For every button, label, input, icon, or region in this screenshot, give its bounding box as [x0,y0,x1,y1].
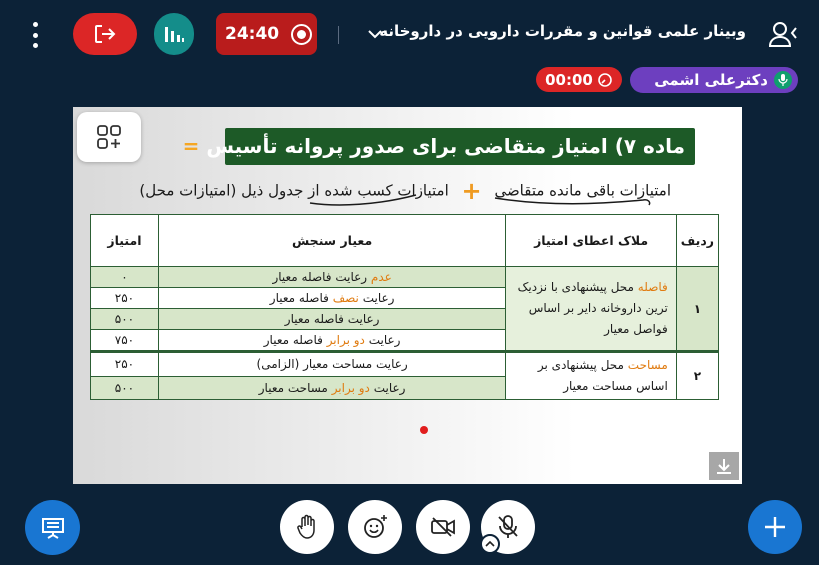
download-button[interactable] [709,452,739,480]
basis-text: محل پیشنهادی با نزدیک ترین داروخانه دایر بر اساس فواصل معیار [517,280,668,336]
plus-icon [763,515,787,539]
basis-cell [506,267,676,352]
recording-time: 24:40 [225,24,280,44]
criterion-prefix: رعایت [373,380,406,395]
emoji-icon [362,514,388,540]
row-number: ۲ [676,352,718,400]
slide-title [182,128,695,165]
plus-icon: + [461,177,482,205]
dot-icon [33,33,38,38]
recording-button[interactable] [216,13,317,55]
chevron-up-icon [485,540,495,548]
statistics-button[interactable] [154,13,194,55]
actions-button[interactable] [748,500,802,554]
score-cell: ۵۰۰ [91,309,159,330]
score-table [90,214,719,400]
presentation-icon [40,515,66,541]
criterion-text: فاصله معیار [263,333,323,347]
more-options-button[interactable] [24,22,46,48]
criterion-highlight: عدم [370,270,392,284]
criterion-prefix: رعایت [362,291,395,305]
criterion-cell [158,309,505,330]
criterion-text: رعایت مساحت معیار (الزامی) [256,357,408,372]
formula-left: امتیازات باقی مانده متقاضی [494,181,671,200]
score-cell: ۵۰۰ [91,376,159,399]
apps-button[interactable] [77,112,141,162]
table-header: ردیف [676,215,718,267]
criterion-prefix: رعایت [368,333,401,347]
criterion-highlight: دو برابر [326,333,365,347]
talk-timer: 00:00 [545,70,593,89]
table-row [91,352,719,377]
camera-toggle-button[interactable] [416,500,470,554]
meeting-title[interactable]: وبینار علمی قوانین و مقررات دارویی در داروخانه [379,22,746,40]
slide-title-symbol: = [182,134,200,158]
basis-highlight: فاصله [637,280,668,294]
user-list-icon[interactable] [768,20,798,48]
criterion-text: مساحت معیار [258,380,328,395]
score-cell: ۲۵۰ [91,352,159,377]
audio-settings-button[interactable] [480,534,500,554]
criterion-cell [158,330,505,352]
dot-icon [33,22,38,27]
table-header: ملاک اعطای امتیاز [506,215,676,267]
record-icon [291,24,312,45]
presenter-name: دکترعلی اشمی [654,71,768,89]
reactions-button[interactable] [348,500,402,554]
basis-text: محل پیشنهادی بر اساس مساحت معیار [537,358,668,393]
raise-hand-icon [295,514,319,540]
talk-timer-badge [536,67,622,92]
criterion-cell [158,352,505,377]
handwritten-underline [308,193,418,207]
leave-meeting-button[interactable] [73,13,137,55]
handwritten-underline [493,192,653,206]
criterion-highlight: نصف [332,291,359,305]
row-number: ۱ [676,267,718,352]
download-icon [715,457,733,475]
leave-icon [93,23,117,45]
score-cell: ۰ [91,267,159,288]
table-header: امتیاز [91,215,159,267]
dot-icon [33,43,38,48]
presentation-slide [73,107,742,484]
laser-pointer [420,426,428,434]
criterion-text: رعایت فاصله معیار [272,270,368,284]
mic-icon [774,71,792,89]
criterion-cell [158,267,505,288]
mic-off-icon [496,514,520,540]
raise-hand-button[interactable] [280,500,334,554]
slide-title-text: ماده ۷) امتیاز متقاضی برای صدور پروانه تأسیس [206,134,685,158]
table-header: معیار سنجش [158,215,505,267]
presentation-button[interactable] [25,500,80,555]
apps-icon [96,124,122,150]
bar-chart-icon [163,24,185,44]
table-row [91,267,719,288]
top-bar [0,0,819,68]
criterion-cell [158,376,505,399]
criterion-text: رعایت فاصله معیار [284,312,380,326]
criterion-highlight: دو برابر [331,380,370,395]
formula-right: امتیازات کسب شده از جدول ذیل (امتیازات محل) [139,181,449,200]
criterion-text: فاصله معیار [269,291,329,305]
divider [338,26,339,44]
basis-highlight: مساحت [627,358,668,372]
score-cell: ۷۵۰ [91,330,159,352]
basis-cell [506,352,676,400]
score-cell: ۲۵۰ [91,288,159,309]
clock-icon [597,72,613,88]
presenter-badge[interactable] [630,67,798,93]
camera-off-icon [430,516,456,538]
criterion-cell [158,288,505,309]
